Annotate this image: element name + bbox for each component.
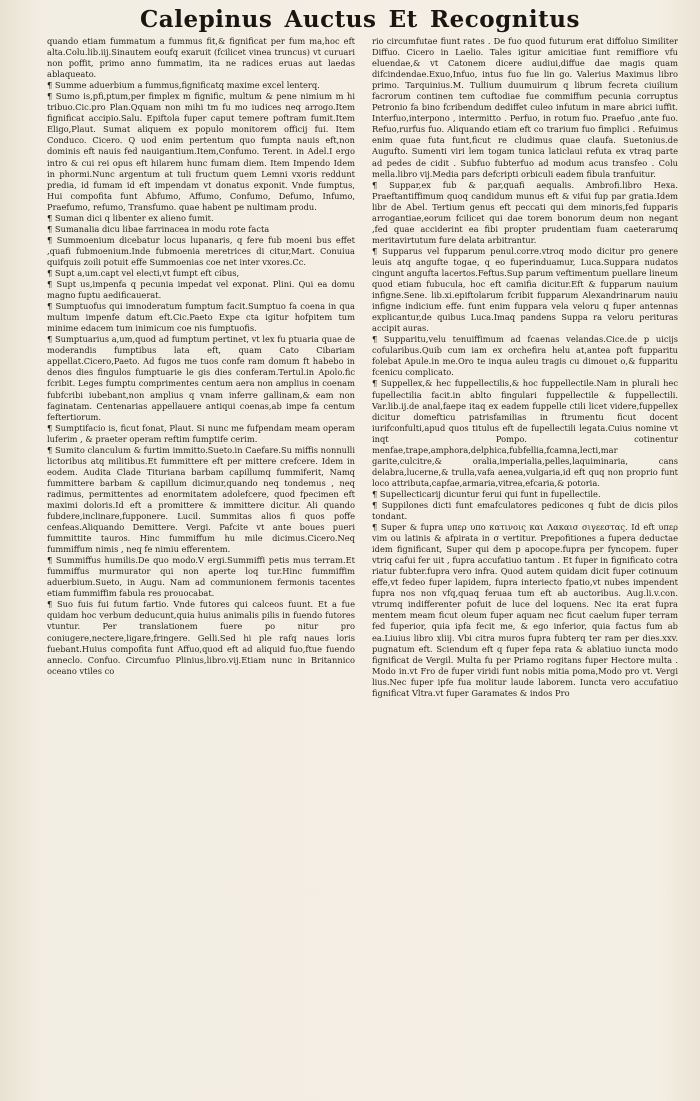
dictionary-entry: ¶ Sumptuofus qui imnoderatum fumptum facit.Sumptuo fa coena in qua multum impenfe datum eft.Cic.Paeto Expe cta igitur hofpitem tum minime edacem tum inimicum coe nis fumptuofis. <box>47 301 355 334</box>
dictionary-entry: ¶ Supparitu,velu tenuiffimum ad fcaenas velandas.Cice.de p uicijs cofularibus.Quib cum iam ex orchefira helu at,antea poft fupparitu folebat Apule.in me.Oro te inqua auleu tragis cu dimouet o,& fupparitu fcenicu complicato. <box>372 334 678 378</box>
running-head-word-3: Et <box>388 5 418 33</box>
running-head-word-1: Calepinus <box>140 5 273 33</box>
dictionary-entry: ¶ Suo fuis fui futum fartio. Vnde futores qui calceos fuunt. Et a fue quidam hoc verbum deducunt,quia huius animalis pilis in fuendo futores vtuntur. Per translationem fuere po nitur pro coniugere,nectere,ligare,fringere. Gelli.Sed hi ple rafq naues loris fuebant.Huius compofita funt Affuo,quod eft ad aliquid fuo,ftue fuendo anneclo. Confuo. Circumfuo Plinius,libro.vij.Etiam nunc in Britannico oceano vtiles co <box>47 599 355 676</box>
dictionary-entry: ¶ Sumo is,pfi,ptum,per fimplex m fignific, multum & pene nimium m hi tribuo.Cic.pro Plan.Qquam non mihi tm fu mo iudices neq arrogo.Item fignificat accipio.Salu. Epiftola fuper caput temere poftram fumit.Item Eligo,Plaut. Sumat aliquem ex populo monitorem officij fui. Item Conduco. Cicero. Q uod enim pertentum quo fumpta nauis eft,non dominis eft nauis fed nauigantium.Item,Confumo. Terent. in Adel.I ergo intro & cui rei opus eft hilarem hunc fumam diem. Item Impendo Idem in phormi.Nunc argentum at tuli fructum quem Lemni vxoris reddunt predia, id fumam id eft impendam vt donatus exponit. Vnde fumptus, Hui compofita funt Abfumo, Affumo, Confumo, Defumo, Infumo, Praefumo, refumo, Transfumo. quae habent pe nultimam produ. <box>47 91 355 212</box>
dictionary-entry: ¶ Super & fupra υπερ υπο κατινοις και Λακαισ σιγεεστας. Id eft υπερ vim ou latinis & afpirata in σ vertitur. Prepofitiones a fupera deductae idem fignificant, Super qui dem p apocope.fupra per fyncopem. fuper vtriq cafui fer uit , fupra accufatiuo tantum . Et fuper in fignificato cotra riatur fubter.fupra vero infra. Quod autem quidam dicit fuper cotinuum effe,vt fedeo fuper lapidem, fupra interiecto fpatio,vt nubes impendent fupra nos non vfq,quaq feruaa tum eft ab auctoribus. Aug.li.v.con. vtrumq indifferenter pofuit de luce del loquens. Nec ita erat fupra mentem meam ficut oleum fuper aquam nec ficut caelum fuper terram fed fuperior, quia ipfa fecit me, & ego inferior, quia factus fum ab ea.Liuius libro xliij. Vbi citra muros fupra fubterq ter ram per dies.xxv. pugnatum eft. Sciendum eft q fuper fepa rata & ablatiuo iuncta modo fignificat de Vergil. Multa fu per Priamo rogitans fuper Hectore multa . Modo in.vt Fro de fuper viridi funt nobis mitia poma,Modo pro vt. Vergi lius.Nec fuper ipfe fua molitur laude laborem. Iuncta vero accufatiuo fignificat Vltra.vt fuper Garamates & indos Pro <box>372 522 678 698</box>
dictionary-entry: ¶ Suppar,ex fub & par,quafi aequalis. Ambrofi.libro Hexa. Praeftantiffimum quoq candidum munus eft & vifui fup par gratia.Idem libr de Abel. Tertium genus eft peccati qui dem minoris,fed fupparis arrogantiae,eorum fcilicet qui dae torem bonorum deum non negant ,fed quae acciderint ea fibi propter prudentiam fuam caeterarumq meritavirtutum fure delata arbitrantur. <box>372 179 678 245</box>
dictionary-entry: ¶ Sumptifacio is, ficut fonat, Plaut. Si nunc me fufpendam meam operam luferim , & praeter operam reftim fumptife cerim. <box>47 422 355 444</box>
running-head-word-4: Recognitus <box>430 5 580 33</box>
left-column <box>47 36 355 1096</box>
dictionary-entry: ¶ Supparus vel fupparum penul.corre.vtroq modo dicitur pro genere leuis atq angufte togae, q eo fuperinduamur, Luca.Suppara nudatos cingunt angufta lacertos.Feftus.Sup parum veftimentum puellare lineum quod etiam fubucula, hoc eft camifia dicitur.Eft & fupparum nauium infigne.Sene. lib.xi.epiftolarum fcribit fupparum Alexandrinarum nauiu infigne indicium effe. funt enim fuppara vela veloru q fuper antennas explicantur,de quibus Luca.Imaq pandens Suppa ra veloru perituras accipit auras. <box>372 245 678 334</box>
dictionary-entry: ¶ Supt us,impenfa q pecunia impedat vel exponat. Plini. Qui ea domu magno fuptu aedificauerat. <box>47 279 355 301</box>
dictionary-entry: ¶ Suppilones dicti funt emafculatores pedicones q fubt de dicis pilos tondant. <box>372 499 678 522</box>
running-head <box>140 2 580 36</box>
dictionary-entry: ¶ Supellecticarij dicuntur ferui qui funt in fupellectile. <box>372 488 601 499</box>
dictionary-entry: ¶ Summoenium dicebatur locus lupanaris, q fere fub moeni bus effet ,quafi fubmoenium.Inde fubmoenia meretrices di citur,Mart. Conuiua quifquis zoili potuit effe Summoenias coe net inter vxores.Cc. <box>47 234 355 267</box>
dictionary-entry: ¶ Supt a,um.capt vel electi,vt fumpt eft cibus, <box>47 267 240 278</box>
dictionary-entry: ¶ Sumito clanculum & furtim immitto.Sueto.in Caefare.Su miffis nonnulli lictoribus atq militibus.Et fummittere eft per mittere crefcere. Idem in eodem. Audita Clade Tituriana barbam capillumq fummiferit, Namq fummittere barbam & capillum dicimur,quando neq tondemus , neq radimus, permittentes ad enormitatem adolefcere, quod fpecimen eft maximi doloris.Id eft a promittere & immittere dicitur. Ali quando fubdere,inclinare,fupponere. Lucil. Summitas alios fi quos poffe cenfeas.Aliquando Demittere. Vergi. Pafcite vt ante boues pueri fummittite tauros. Hinc fummiffum hu mile dicimus.Cicero.Neq fummiffum nimis , neq fe nimiu efferentem. <box>47 444 355 555</box>
dictionary-entry: rio circumfutae fiunt rates . De fuo quod futurum erat diffoluo Similiter Diffuo. Cicero in Laelio. Tales igitur amicitiae funt remiffiore vfu eluendae,& vt Catonem dicere audiui,diffue dae magis quam difcindendae.Exuo,Infuo, intus fuo fue lin go. Valerius Maximus libro primo. Tarquinius.M. Tullium duumuirum q librum fecreta ciuilium facrorum continen tem cuftodiae fue commiffum pecunia corruptus Petronio fa bino fcribendum dediffet culeo infutum in mare abrici iuffit. Interfuo,interpono , intermitto . Perfuo, in rotum fuo. Praefuo ,ante fuo. Refuo,rurfus fuo. Aliquando etiam eft co trarium fuo fimplici . Refuimus enim quae futa funt,ficut re cludimus quae claufa. Suetonius.de Augufto. Sumenti viri lem togam tunica laticlaui refuta ex vtraq parte ad pedes de cidit . Subfuo fubterfuo ad modum acus transfeo . Colu mella.libro vij.Media pars defcripti orbiculi eadem fibula tranfuitur. <box>372 36 678 179</box>
dictionary-entry: ¶ Summiffus humilis.De quo modo.V ergi.Summiffi petis mus terram.Et fummiffus murmurator qui non aperte loq tur.Hinc fummiffim aduerbium.Sueto, in Augu. Nam ad communionem fermonis tacentes etiam fummiffim fabula res prouocabat. <box>47 555 355 599</box>
running-head-word-2: Auctus <box>284 5 377 33</box>
dictionary-entry: ¶ Suman dici q libenter ex alieno fumit. <box>47 212 214 223</box>
right-column <box>372 36 678 1096</box>
dictionary-entry: ¶ Suppellex,& hec fuppellectilis,& hoc fuppellectile.Nam in plurali hec fupellectilia facit.in ablto fingulari fuppellectile & fuppellectili. Var.lib.ij.de anal,faepe itaq ex eadem fuppelle ctili licet videre,fuppellex dicitur domefticu patrisfamilias in ftrumentu ficut docent iurifconfulti,apud quos titulus eft de fupellectili legata.Cuius nomine vt inqt Pompo. cotinentur menfae,trape,amphora,delphica,fubfellia,fcamna,lecti,mar garite,culcitre,& oralia,imperialia,pelles,laquiminaria, cans delabra,lucerne,& trulla,vafa aenea,vulgaria,id eft quq non proprio funt loco attributa,capfae,armaria,vitrea,efcaria,& potoria. <box>372 378 678 488</box>
dictionary-entry: ¶ Sumanalia dicu libae farrinacea in modu rote facta <box>47 223 270 234</box>
dictionary-entry: quando etiam fummatum a fummus fit,& fignificat per fum ma,hoc eft alta.Colu.lib.iij.Sinautem eoufq exaruit (fcilicet vinea truncus) vt curuari non poffit, primo anno fummatim, ita ne radices eruas aut laedas ablaqueato. <box>47 36 355 80</box>
dictionary-entry: ¶ Summe aduerbium a fummus,fignificatq maxime excel lenterq. <box>47 80 320 91</box>
dictionary-entry: ¶ Sumptuarius a,um,quod ad fumptum pertinet, vt lex fu ptuaria quae de moderandis fumptibus lata eft, quam Cato Cibariam appellat.Cicero,Paeto. Ad fugos me tuos confe ram domum ft habebo in denos dies fingulos fumptuarie le gis dies conferam.Tertul.in Apolo.fic fcribit. Leges fumptu comprimentes centum aera non amplius in coenam fubfcribi iubebant,non amplius q vnam inferre gallinam,& eam non faginatam. Centenarias appellauere antiqui coenas,ab impe fa centum feftertiorum. <box>47 334 355 422</box>
